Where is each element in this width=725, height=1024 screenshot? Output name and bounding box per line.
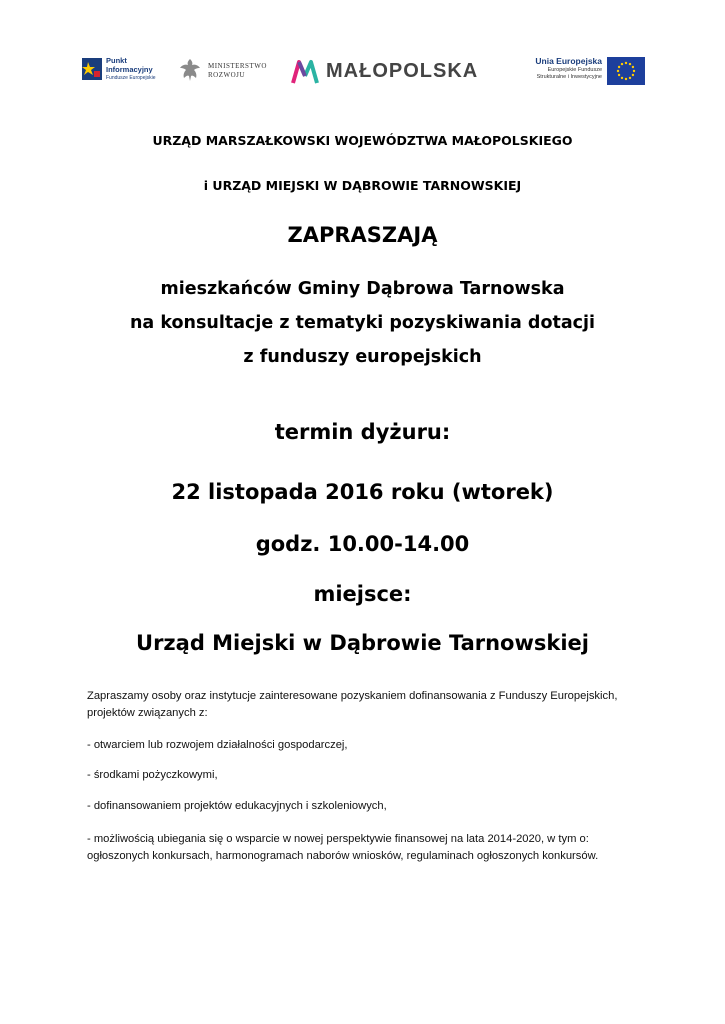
malopolska-wordmark: MAŁOPOLSKA	[326, 60, 479, 82]
subject-line2: na konsultacje z tematyki pozyskiwania dotacji	[129, 313, 596, 333]
eu-star-icon	[629, 63, 631, 65]
ue-sub1: Europejskie Fundusze	[547, 67, 602, 73]
eu-star-icon	[633, 70, 635, 72]
eu-star-icon	[625, 62, 627, 64]
ue-sub2: Strukturalne i Inwestycyjne	[536, 74, 602, 80]
eagle-emblem-icon	[178, 57, 202, 83]
eu-star-icon	[625, 78, 627, 80]
malopolska-logo	[290, 52, 490, 94]
subject-line3: z funduszy europejskich	[243, 347, 482, 367]
ministerstwo-rozwoju-text	[208, 62, 267, 80]
event-place: Urząd Miejski w Dąbrowie Tarnowskiej	[136, 631, 589, 655]
invite-heading: ZAPRASZAJĄ	[287, 223, 438, 247]
subject-block	[0, 272, 725, 374]
eu-star-icon	[618, 66, 620, 68]
logo-strip	[80, 52, 645, 94]
list-item: - środkami pożyczkowymi,	[87, 769, 218, 781]
eu-star-icon	[629, 77, 631, 79]
body-intro: Zapraszamy osoby oraz instytucje zainteresowane pozyskaniem dofinansowania z Funduszy Europejskich, projektów związanych z:	[87, 690, 618, 719]
eu-star-icon	[632, 66, 634, 68]
unia-europejska-text	[535, 56, 602, 81]
event-date: 22 listopada 2016 roku (wtorek)	[171, 480, 554, 504]
event-hours: godz. 10.00-14.00	[255, 532, 470, 556]
term-label: termin dyżuru:	[274, 420, 451, 444]
list-item: - możliwością ubiegania się o wsparcie w nowej perspektywie finansowej na lata 2014-2020, w tym o: ogłoszonych konkursach, harmonogramach naborów wniosków, regulaminach ogłoszonych konkursów.	[87, 833, 599, 862]
eu-flag-icon	[607, 57, 645, 85]
punkt-informacyjny-logo	[82, 52, 162, 94]
eu-star-icon	[617, 70, 619, 72]
eu-star-icon	[621, 63, 623, 65]
list-item: - otwarciem lub rozwojem działalności gospodarczej,	[87, 739, 348, 751]
ue-title: Unia Europejska	[535, 56, 602, 66]
ministerstwo-line1: MINISTERSTWO	[208, 62, 267, 70]
eu-star-icon	[632, 74, 634, 76]
eu-star-icon	[621, 77, 623, 79]
list-item: - dofinansowaniem projektów edukacyjnych i szkoleniowych,	[87, 800, 387, 812]
place-label: miejsce:	[313, 582, 412, 606]
eu-star-icon	[618, 74, 620, 76]
subject-line1: mieszkańców Gminy Dąbrowa Tarnowska	[160, 279, 565, 299]
punkt-informacyjny-subtitle: Fundusze Europejskie	[106, 75, 156, 81]
punkt-informacyjny-mark-icon	[82, 58, 102, 80]
malopolska-m-icon	[290, 58, 322, 86]
ministerstwo-line2: ROZWOJU	[208, 71, 245, 79]
organizer-line2: i URZĄD MIEJSKI W DĄBROWIE TARNOWSKIEJ	[203, 178, 522, 193]
punkt-informacyjny-title: Punkt Informacyjny	[106, 56, 153, 74]
unia-europejska-logo	[510, 52, 645, 94]
organizer-line1: URZĄD MARSZAŁKOWSKI WOJEWÓDZTWA MAŁOPOLSKIEGO	[152, 133, 573, 148]
ministerstwo-rozwoju-logo	[178, 52, 278, 94]
